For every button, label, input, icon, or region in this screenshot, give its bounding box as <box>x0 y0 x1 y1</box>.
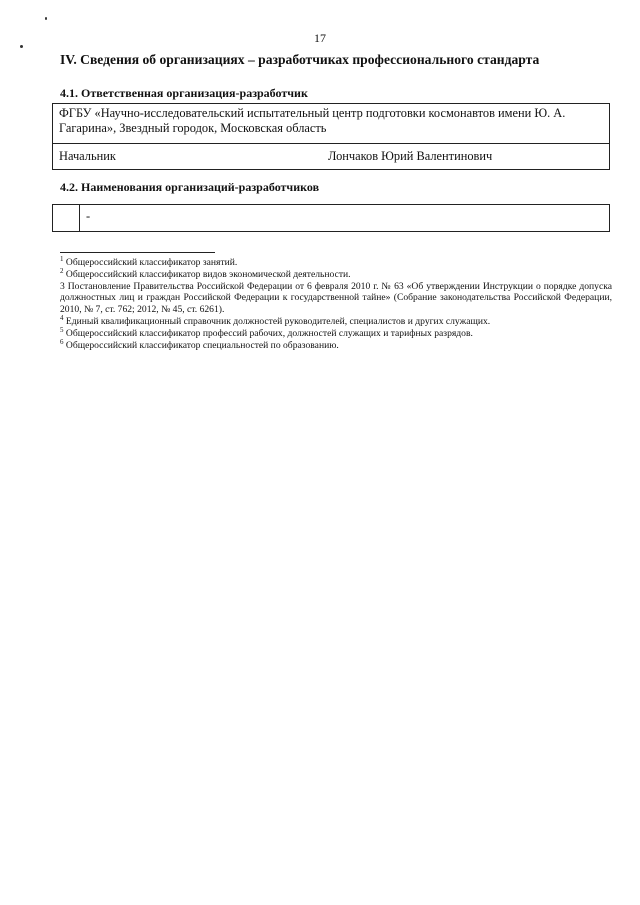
footnote-item <box>60 337 612 352</box>
footnote-mark: 6 <box>60 337 64 346</box>
developers-table <box>52 204 610 232</box>
page-number: 17 <box>314 31 326 45</box>
developers-heading: 4.2. Наименования организаций-разработчиков <box>60 180 320 194</box>
footnote-item <box>60 281 612 316</box>
section-title: IV. Сведения об организациях – разработчиках профессионального стандарта <box>60 52 540 67</box>
scan-speck <box>20 45 23 48</box>
org-name-row <box>53 104 610 144</box>
footnote-text: Общероссийский классификатор видов экономической деятельности. <box>63 268 351 280</box>
footnote-mark: 4 <box>60 313 64 322</box>
signatory-cell <box>53 144 610 170</box>
table-row <box>53 205 610 232</box>
footnote-mark: 3 <box>60 280 65 292</box>
footnote-text: Общероссийский классификатор занятий. <box>63 257 238 268</box>
responsible-org-table <box>52 103 610 170</box>
footnote-text: Постановление Правительства Российской Федерации от 6 февраля 2010 г. № 63 «Об утверждении Инструкции о порядке допуска должностных лиц и граждан Российской Федерации к государственной тайне» (Собрание законодательства Российской Федерации, 2010, № 7, ст. 762; 2012, № 45, ст. 6261). <box>60 280 612 316</box>
footnote-mark: 5 <box>60 325 64 334</box>
footnote-mark: 2 <box>60 266 64 275</box>
developer-name-cell: - <box>80 205 610 232</box>
org-name-cell: ФГБУ «Научно-исследовательский испытательный центр подготовки космонавтов имени Ю. А. Гагарина», Звездный городок, Московская область <box>53 104 610 144</box>
signatory-name: Лончаков Юрий Валентинович <box>328 149 493 163</box>
developer-number-cell <box>53 205 80 232</box>
footnote-text: Общероссийский классификатор профессий рабочих, должностей служащих и тарифных разрядов. <box>63 327 473 339</box>
signatory-role: Начальник <box>59 149 116 163</box>
signatory-row <box>53 144 610 170</box>
footnote-mark: 1 <box>60 254 64 263</box>
footnote-item <box>60 325 612 340</box>
footnotes-list <box>60 254 612 351</box>
footnote-item <box>60 313 612 328</box>
responsible-org-heading: 4.1. Ответственная организация-разработчик <box>60 86 308 100</box>
footnote-text: Единый квалификационный справочник должностей руководителей, специалистов и других служащих. <box>63 315 491 327</box>
footnote-item <box>60 254 612 269</box>
footnote-text: Общероссийский классификатор специальностей по образованию. <box>63 339 339 351</box>
footnote-divider <box>60 252 215 253</box>
footnote-item <box>60 266 612 281</box>
scan-speck <box>45 17 47 20</box>
